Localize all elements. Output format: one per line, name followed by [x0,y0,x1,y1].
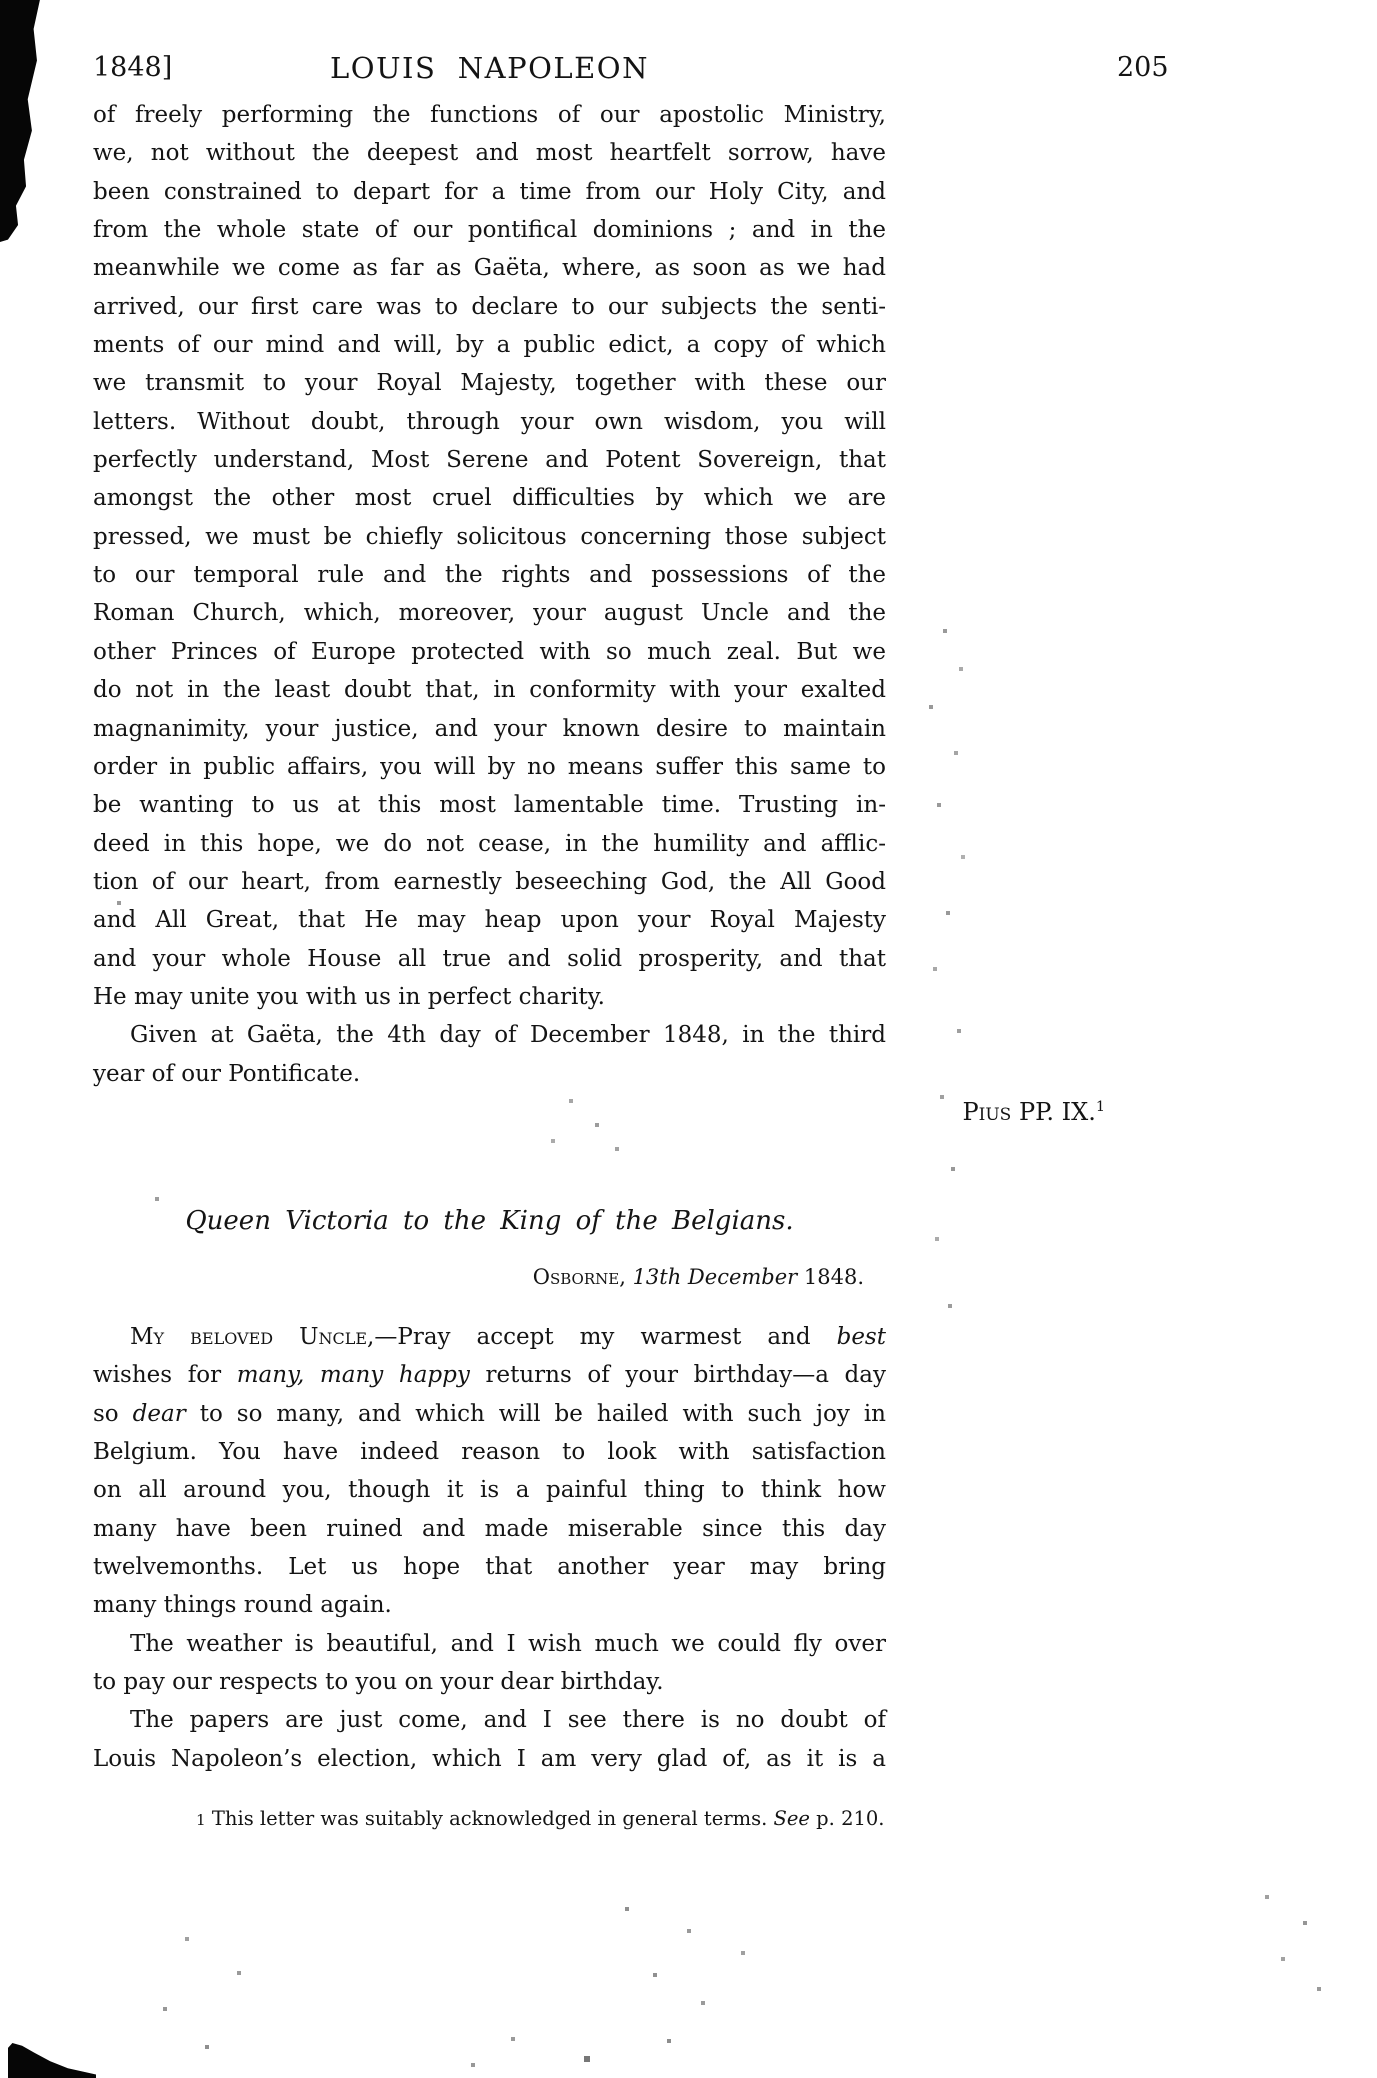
text-segment [626,1265,633,1289]
text-line: and your whole House all true and solid prosperity, and that [93,945,886,972]
text-line: to pay our respects to you on your dear birthday. [93,1669,664,1696]
text-segment: many, many happy [236,1362,470,1389]
text-segment: 1 [196,1811,206,1829]
victoria-letter-lines [93,1318,886,1778]
text-line: Louis Napoleon’s election, which I am very glad of, as it is a [93,1745,886,1772]
text-line: He may unite you with us in perfect charity. [93,983,605,1010]
text-segment: to so many, and which will be hailed with such joy in [185,1400,886,1427]
victoria-letter-body [93,1318,886,1778]
scan-noise-specks [0,0,2,2]
text-segment: This letter was suitably acknowledged in general terms. [205,1807,774,1830]
text-line: do not in the least doubt that, in conformity with your exalted [93,677,886,704]
text-line: other Princes of Europe protected with so much zeal. But we [93,638,886,665]
text-line: we, not without the deepest and most heartfelt sorrow, have [93,140,886,167]
text-segment: My beloved Uncle [130,1324,368,1350]
pius-letter-body [93,96,1105,1131]
text-line: The papers are just come, and I see there is no doubt of [130,1707,886,1734]
text-segment: ,—Pray accept my warmest and [367,1324,837,1350]
text-line: and All Great, that He may heap upon your Royal Majesty [93,907,886,934]
text-line: amongst the other most cruel difficulties by which we are [93,485,886,512]
text-line [93,1356,886,1394]
text-line: from the whole state of our pontifical dominions ; and in the [93,217,886,244]
text-line: meanwhile we come as far as Gaëta, where, as soon as we had [93,255,886,282]
text-segment: so [93,1400,133,1427]
text-segment: 13th December [632,1265,798,1289]
text-line: letters. Without doubt, through your own wisdom, you will [93,408,886,435]
text-segment: best [836,1324,886,1350]
header-year: 1848] [93,52,173,83]
text-line: of freely performing the functions of our apostolic Ministry, [93,102,886,128]
text-line: year of our Pontificate. [93,1060,361,1087]
text-segment: 1 [1095,1098,1105,1115]
text-line: arrived, our first care was to declare to our subjects the senti- [93,293,886,320]
text-segment: p. 210. [809,1807,885,1830]
text-line: Roman Church, which, moreover, your august Uncle and the [93,600,886,627]
text-line: ments of our mind and will, by a public edict, a copy of which [93,332,886,359]
footnote [196,1805,916,1834]
page-title: LOUIS NAPOLEON [330,51,649,85]
text-line: pressed, we must be chiefly solicitous concerning those subject [93,523,886,550]
page-number: 205 [1117,52,1169,83]
text-segment: dear [132,1400,186,1427]
text-line [93,1318,886,1356]
pius-letter-lines [93,96,886,1093]
text-line: many have been ruined and made miserable since this day [93,1515,886,1542]
dateline [93,1262,886,1292]
page-header [93,48,886,88]
text-line: The weather is beautiful, and I wish much we could fly over [130,1630,886,1657]
text-line: be wanting to us at this most lamentable time. Trusting in- [93,792,886,819]
pius-signature [93,1093,1105,1131]
text-segment: See [773,1807,810,1830]
text-segment: Osborne, [532,1265,626,1289]
text-line: order in public affairs, you will by no means suffer this same to [93,753,886,780]
text-line: Belgium. You have indeed reason to look with satisfaction [93,1439,886,1466]
text-line [93,1395,886,1433]
text-line: many things round again. [93,1592,392,1619]
scan-artifact-top-left [0,0,42,242]
text-line: magnanimity, your justice, and your known desire to maintain [93,715,886,742]
text-segment: wishes for [93,1362,237,1389]
text-line: been constrained to depart for a time from our Holy City, and [93,178,886,205]
text-segment: 1848. [797,1265,864,1289]
text-segment: PP. IX. [1011,1097,1096,1126]
text-line: we transmit to your Royal Majesty, together with these our [93,370,886,397]
text-line: deed in this hope, we do not cease, in the humility and afflic- [93,830,886,857]
text-segment: Pius [962,1097,1012,1126]
text-line: on all around you, though it is a painful thing to think how [93,1477,886,1504]
scan-artifact-bottom-left [8,2043,96,2078]
letter-heading: Queen Victoria to the King of the Belgians. [185,1206,794,1236]
text-line: perfectly understand, Most Serene and Potent Sovereign, that [93,447,886,474]
text-line: twelvemonths. Let us hope that another year may bring [93,1554,886,1581]
text-line: tion of our heart, from earnestly beseeching God, the All Good [93,868,886,895]
text-line: Given at Gaëta, the 4th day of December 1848, in the third [130,1022,886,1049]
text-segment: returns of your birthday—a day [469,1362,886,1389]
text-line: to our temporal rule and the rights and possessions of the [93,562,886,589]
